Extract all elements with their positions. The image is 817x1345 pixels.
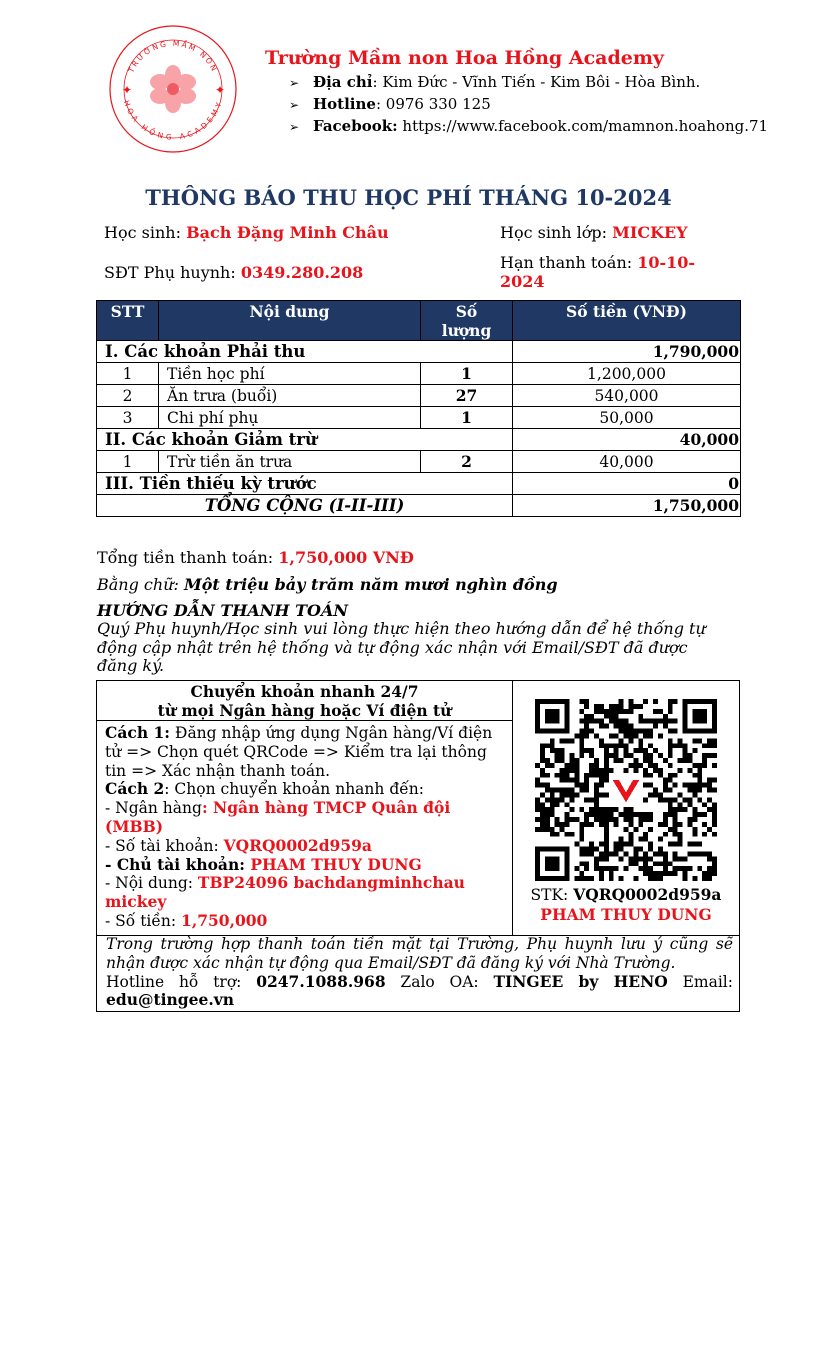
- section-amount: 40,000: [513, 429, 741, 451]
- student-class-line: [500, 223, 688, 242]
- cash-note-text: Trong trường hợp thanh toán tiền mặt tại Trường, Phụ huynh lưu ý cũng sẽ nhận được xác nhận tự động qua Email/SĐT đã đăng ký với Nhà Trường.: [106, 935, 733, 972]
- col-header-qty-1: Số: [455, 302, 478, 321]
- account-line: [105, 837, 509, 856]
- total-amount: 1,750,000: [513, 495, 741, 517]
- stk-line: [513, 885, 739, 904]
- school-name: Trường Mầm non Hoa Hồng Academy: [265, 47, 664, 69]
- student-class-label: Học sinh lớp:: [500, 223, 608, 242]
- deadline-value: 10-10-: [637, 253, 696, 272]
- email-line: [106, 991, 733, 1010]
- content-line: [105, 874, 509, 912]
- zalo-value: TINGEE by HENO: [493, 971, 668, 991]
- transfer-instructions: [105, 724, 509, 931]
- section-label: II. Các khoản Giảm trừ: [97, 429, 513, 451]
- cash-note: [106, 935, 733, 1010]
- contact-address: [289, 73, 700, 91]
- row-qty: 2: [421, 451, 513, 473]
- way1: [105, 724, 509, 780]
- row-qty: 27: [421, 385, 513, 407]
- stk-label: STK:: [530, 886, 574, 904]
- svg-text:✦: ✦: [122, 83, 133, 97]
- contact-value: : Kim Đức - Vĩnh Tiến - Kim Bôi - Hòa Bình.: [372, 73, 701, 91]
- parent-phone: 0349.280.208: [240, 263, 364, 282]
- row-stt: 2: [97, 385, 159, 407]
- divider: [97, 720, 512, 721]
- svg-text:✦: ✦: [215, 83, 226, 97]
- account-value: VQRQ0002d959a: [223, 835, 372, 855]
- content-label: - Nội dung:: [105, 874, 198, 893]
- col-header-stt: STT: [97, 301, 159, 341]
- contact-value: : 0976 330 125: [375, 95, 491, 113]
- svg-text:TRƯỜNG MẦM NON: TRƯỜNG MẦM NON: [126, 38, 220, 75]
- row-qty: 1: [421, 363, 513, 385]
- parent-phone-line: [104, 263, 363, 282]
- way2: [105, 780, 509, 799]
- contact-label: Hotline: [313, 95, 376, 113]
- col-header-qty: [421, 301, 513, 341]
- page-title: THÔNG BÁO THU HỌC PHÍ THÁNG 10-2024: [145, 185, 672, 210]
- account-label: - Số tài khoản:: [105, 836, 224, 855]
- student-name: Bạch Đặng Minh Châu: [186, 223, 389, 242]
- section-amount: 0: [513, 473, 741, 495]
- zalo-label: Zalo OA:: [385, 972, 494, 991]
- section-row: [97, 341, 741, 363]
- deadline-line: [500, 253, 695, 291]
- arrow-icon: ➢: [289, 76, 300, 90]
- payment-guide-text: Quý Phụ huynh/Học sinh vui lòng thực hiện theo hướng dẫn để hệ thống tự động cập nhật trên hệ thống và tự động xác nhận với Email/SĐT đã được đăng ký.: [97, 619, 706, 675]
- hotline-value: 0247.1088.968: [256, 971, 386, 991]
- email-value[interactable]: edu@tingee.vn: [106, 990, 235, 1010]
- amount-label: - Số tiền:: [105, 911, 182, 930]
- amount-value: 1,750,000: [181, 910, 268, 930]
- transfer-heading: [97, 682, 512, 720]
- section-label: I. Các khoản Phải thu: [97, 341, 513, 363]
- amount-in-words-line: [97, 575, 558, 594]
- table-row: [97, 407, 741, 429]
- svg-text:HOA HỒNG ACADEMY: HOA HỒNG ACADEMY: [121, 99, 225, 142]
- qr-code: [535, 699, 717, 881]
- amount-in-words-label: Bằng chữ:: [97, 575, 179, 594]
- total-row: [97, 495, 741, 517]
- transfer-heading-line2: từ mọi Ngân hàng hoặc Ví điện tử: [157, 701, 452, 720]
- hotline-label: Hotline hỗ trợ:: [106, 972, 257, 991]
- row-amount: 540,000: [513, 385, 741, 407]
- row-content: Trừ tiền ăn trưa: [159, 451, 421, 473]
- row-qty: 1: [421, 407, 513, 429]
- way1-text: Đăng nhập ứng dụng Ngân hàng/Ví điện tử => Chọn quét QRCode => Kiểm tra lại thông tin => Xác nhận thanh toán.: [105, 724, 493, 780]
- row-content: Ăn trưa (buổi): [159, 385, 421, 407]
- table-row: [97, 451, 741, 473]
- contact-label: Facebook:: [313, 117, 398, 135]
- way1-label: Cách 1:: [105, 723, 170, 742]
- fee-table: [96, 300, 741, 517]
- content-value: TBP24096 bachdangminhchau mickey: [105, 873, 465, 912]
- row-content: Chi phí phụ: [159, 407, 421, 429]
- facebook-link[interactable]: https://www.facebook.com/mamnon.hoahong.71: [397, 117, 769, 135]
- contact-hotline: [289, 95, 491, 113]
- payment-box: [96, 680, 740, 1012]
- contact-facebook: [289, 117, 768, 135]
- total-payment-line: [97, 548, 414, 567]
- section-row: [97, 429, 741, 451]
- student-name-label: Học sinh:: [104, 223, 181, 242]
- contact-label: Địa chỉ: [313, 73, 373, 91]
- table-row: [97, 363, 741, 385]
- section-amount: 1,790,000: [513, 341, 741, 363]
- amount-in-words: Một triệu bảy trăm năm mươi nghìn đồng: [183, 575, 558, 594]
- way2-text: : Chọn chuyển khoản nhanh đến:: [164, 780, 424, 799]
- owner-line: [105, 856, 509, 875]
- arrow-icon: ➢: [289, 98, 300, 112]
- row-stt: 1: [97, 363, 159, 385]
- total-payment-value: 1,750,000 VNĐ: [278, 548, 414, 567]
- row-stt: 1: [97, 451, 159, 473]
- row-stt: 3: [97, 407, 159, 429]
- total-label: TỔNG CỘNG (I-II-III): [97, 495, 513, 517]
- row-amount: 40,000: [513, 451, 741, 473]
- deadline-value-year: 2024: [500, 272, 545, 291]
- row-content: Tiền học phí: [159, 363, 421, 385]
- table-header-row: [97, 301, 741, 341]
- owner-label: - Chủ tài khoản:: [105, 854, 251, 874]
- total-payment-label: Tổng tiền thanh toán:: [97, 548, 274, 567]
- section-label: III. Tiền thiếu kỳ trước: [97, 473, 513, 495]
- row-amount: 1,200,000: [513, 363, 741, 385]
- col-header-amount: Số tiền (VNĐ): [513, 301, 741, 341]
- deadline-label: Hạn thanh toán:: [500, 253, 633, 272]
- col-header-qty-2: lượng: [441, 321, 492, 340]
- table-row: [97, 385, 741, 407]
- stk-value: VQRQ0002d959a: [573, 885, 722, 904]
- row-amount: 50,000: [513, 407, 741, 429]
- col-header-content: Nội dung: [159, 301, 421, 341]
- owner-value: PHAM THUY DUNG: [250, 854, 422, 874]
- bank-label: - Ngân hàng: [105, 799, 202, 818]
- amount-line: [105, 912, 509, 931]
- arrow-icon: ➢: [289, 120, 300, 134]
- bank-line: [105, 799, 509, 837]
- school-logo: [108, 24, 238, 154]
- parent-phone-label: SĐT Phụ huynh:: [104, 263, 236, 282]
- qr-owner-name: PHAM THUY DUNG: [540, 905, 712, 924]
- student-class: MICKEY: [612, 223, 688, 242]
- way2-label: Cách 2: [105, 779, 165, 799]
- payment-guide-title: HƯỚNG DẪN THANH TOÁN: [97, 601, 348, 620]
- student-name-line: [104, 223, 389, 242]
- transfer-heading-line1: Chuyển khoản nhanh 24/7: [190, 682, 419, 701]
- section-row: [97, 473, 741, 495]
- email-label: Email:: [667, 972, 733, 991]
- support-line: [106, 973, 733, 992]
- bank-value: : Ngân hàng TMCP Quân đội (MBB): [105, 798, 451, 836]
